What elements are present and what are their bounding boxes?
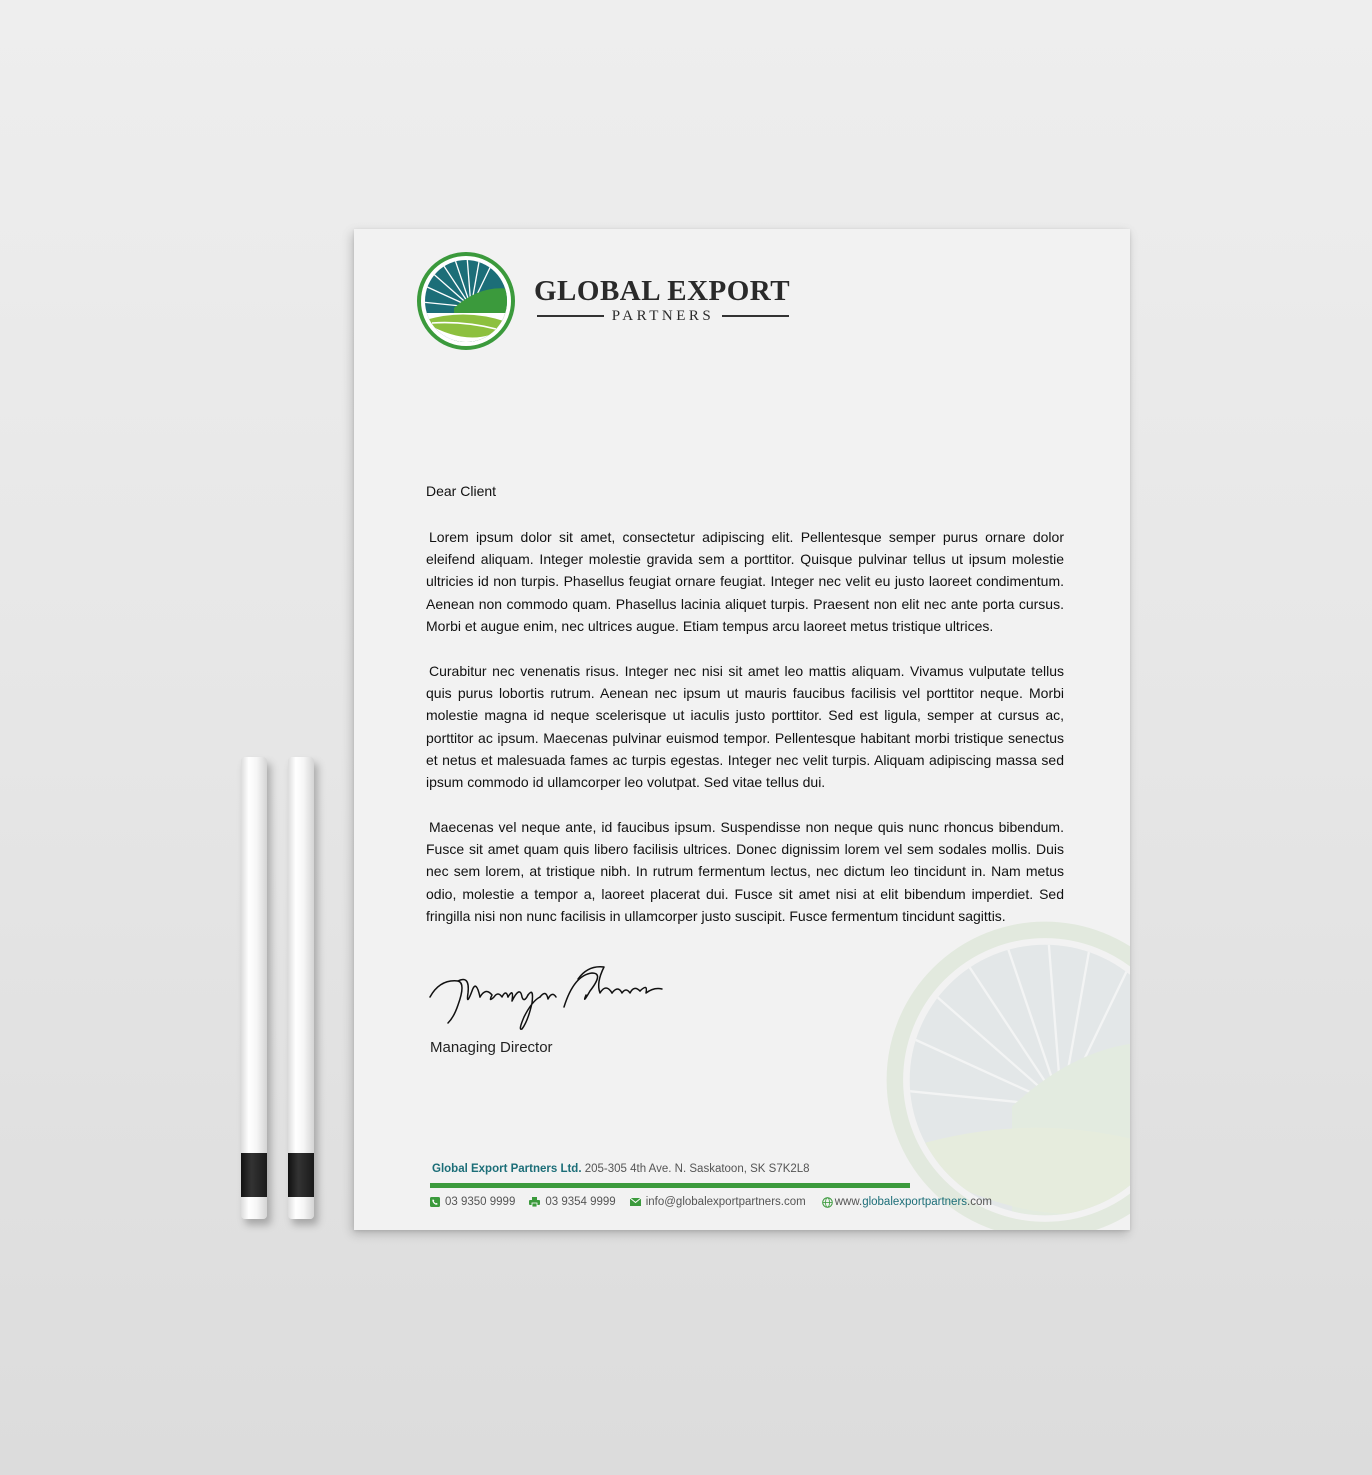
pen-grip — [288, 1153, 314, 1197]
footer-address-line — [432, 1163, 810, 1175]
footer-contacts — [430, 1194, 1006, 1210]
letterhead-page — [354, 229, 1130, 1230]
company-name-logotype: GLOBAL EXPORT — [534, 275, 791, 307]
letter-paragraph: Lorem ipsum dolor sit amet, consectetur adipiscing elit. Pellentesque semper purus ornare dolor eleifend aliquam. Integer molestie gravida sem a porttitor. Quisque pulvinar tellus ut ipsum molestie ultricies id non turpis. Phasellus feugiat ornare feugiat. Integer nec velit eu justo laoreet condimentum. Aenean non commodo quam. Phasellus lacinia aliquet turpis. Praesent non elit nec ante porta cursus. Morbi et augue enim, nec ultrices augue. Etiam tempus arcu laoreet metus tristique ultrices. — [426, 529, 1064, 634]
footer-phone — [430, 1196, 515, 1208]
handwritten-signature — [428, 957, 664, 1039]
pen-grip — [241, 1153, 267, 1197]
phone-icon — [430, 1197, 440, 1207]
phone-number: 03 9350 9999 — [445, 1196, 516, 1208]
footer-divider-bar — [430, 1183, 910, 1188]
fax-number: 03 9354 9999 — [545, 1196, 616, 1208]
website-domain: globalexportpartners — [862, 1196, 968, 1208]
company-tagline — [537, 307, 789, 325]
envelope-icon — [630, 1198, 641, 1206]
footer-email — [630, 1196, 806, 1208]
website-url — [835, 1196, 992, 1208]
footer-fax — [529, 1196, 615, 1208]
letter-paragraph: Curabitur nec venenatis risus. Integer nec nisi sit amet leo mattis aliquam. Vivamus vulputate tellus quis purus lobortis rutrum. Aenean nec ipsum ut mauris faucibus facilisis vel porttitor neque. Morbi molestie magna id neque scelerisque ut iaculis justo porttitor. Sed est ligula, semper at cursus ac, porttitor ac ipsum. Maecenas pulvinar euismod tempor. Pellentesque habitant morbi tristique senectus et netus et malesuada fames ac turpis egestas. Integer nec velit turpis. Aliquam adipiscing massa sed ipsum commodo id ullamcorper leo volutpat. Sed vitae tellus dui. — [426, 663, 1064, 791]
website-suffix: .com — [967, 1196, 992, 1208]
letter-paragraph: Maecenas vel neque ante, id faucibus ipsum. Suspendisse non neque quis nunc rhoncus bibendum. Fusce sit amet quam quis libero facilisis ultrices. Donec dignissim lorem vel sem sodales mollis. Duis nec sem lorem, at tristique nibh. In rutrum fermentum lectus, nec dictum leo tincidunt in. Nam metus odio, molestie a tempor a, laoreet placerat dui. Fusce sit amet nisi at elit bibendum imperdiet. Sed fringilla nisi non nunc facilisis in ullamcorper justo suscipit. Fusce fermentum tincidunt sagittis. — [426, 819, 1064, 924]
watermark-logo — [880, 915, 1130, 1230]
letter-greeting: Dear Client — [426, 483, 497, 499]
pen-left — [241, 757, 267, 1219]
footer-website — [822, 1196, 992, 1208]
website-prefix: www. — [834, 1196, 863, 1208]
footer-company-name: Global Export Partners Ltd. — [432, 1163, 582, 1175]
tagline-rule-left — [537, 315, 604, 317]
globe-icon — [822, 1197, 833, 1208]
company-logo-icon — [416, 251, 516, 351]
pen-right — [288, 757, 314, 1219]
fax-icon — [529, 1197, 540, 1207]
email-address: info@globalexportpartners.com — [645, 1196, 806, 1208]
footer-address: 205-305 4th Ave. N. Saskatoon, SK S7K2L8 — [584, 1163, 810, 1175]
signer-title: Managing Director — [430, 1039, 553, 1056]
tagline-text: PARTNERS — [611, 307, 715, 324]
tagline-rule-right — [722, 315, 789, 317]
